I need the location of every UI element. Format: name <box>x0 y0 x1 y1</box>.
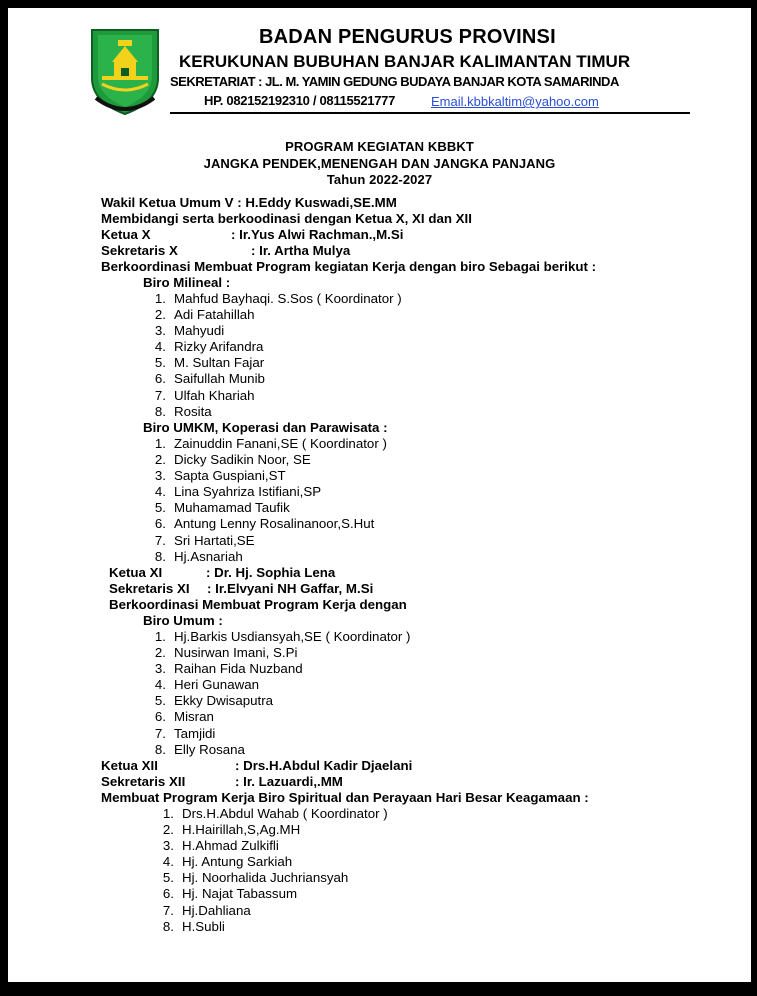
sekretaris-xii-label: Sekretaris XII <box>101 774 186 789</box>
ketua-x-label: Ketua X <box>101 227 151 242</box>
list-item: 2. Adi Fatahillah <box>154 307 255 323</box>
sekretaris-x-line <box>101 243 350 259</box>
email-link[interactable]: Email.kbbkaltim@yahoo.com <box>431 94 599 109</box>
ketua-xii-line <box>101 758 412 774</box>
list-item: 4. Hj. Antung Sarkiah <box>162 854 293 870</box>
ketua-xi-label: Ketua XI <box>109 565 163 580</box>
list-item: 8. H.Subli <box>162 918 225 934</box>
koordinasi-line: Berkoordinasi Membuat Program kegiatan Kerja dengan biro Sebagai berikut : <box>101 259 597 274</box>
biro-umkm-list <box>144 436 387 565</box>
document-subtitle: JANGKA PENDEK,MENENGAH DAN JANGKA PANJANG <box>203 156 556 171</box>
secretariat-address: SEKRETARIAT : JL. M. YAMIN GEDUNG BUDAYA BANJAR KOTA SAMARINDA <box>170 74 619 89</box>
biro-milineal-title: Biro Milineal : <box>143 275 231 290</box>
biro-milineal-list <box>144 291 402 420</box>
sekretaris-xi-line <box>109 581 373 597</box>
kbbkt-emblem-logo <box>88 26 162 116</box>
sekretaris-xi-value: : Ir.Elvyani NH Gaffar, M.Si <box>207 581 374 596</box>
sekretaris-x-label: Sekretaris X <box>101 243 178 258</box>
ketua-xii-value: : Drs.H.Abdul Kadir Djaelani <box>235 758 413 773</box>
biro-umum-list <box>144 629 410 758</box>
document-year: Tahun 2022-2027 <box>326 172 433 187</box>
ketua-xi-line <box>109 565 335 581</box>
document-title: PROGRAM KEGIATAN KBBKT <box>285 139 474 154</box>
list-item: 7. Ulfah Khariah <box>154 387 255 403</box>
biro-umum-title: Biro Umum : <box>143 613 223 628</box>
ketua-x-line <box>101 227 403 243</box>
list-item: 1. Drs.H.Abdul Wahab ( Koordinator ) <box>162 806 388 821</box>
list-item: 8. Elly Rosana <box>154 741 245 757</box>
wakil-ketua-line: Wakil Ketua Umum V : H.Eddy Kuswadi,SE.MM <box>101 195 397 210</box>
list-item: 8. Rosita <box>154 403 212 419</box>
list-item: 1. Mahfud Bayhaqi. S.Sos ( Koordinator ) <box>154 291 402 306</box>
list-item: 5. Muhamamad Taufik <box>154 500 290 516</box>
list-item: 5. Hj. Noorhalida Juchriansyah <box>162 870 349 886</box>
org-title: BADAN PENGURUS PROVINSI <box>259 26 556 48</box>
list-item: 1. Zainuddin Fanani,SE ( Koordinator ) <box>154 436 387 451</box>
list-item: 7. Sri Hartati,SE <box>154 532 255 548</box>
document-page <box>8 8 751 982</box>
koordinasi-xi-line: Berkoordinasi Membuat Program Kerja dengan <box>109 597 407 612</box>
program-spiritual-line: Membuat Program Kerja Biro Spiritual dan Perayaan Hari Besar Keagamaan : <box>101 790 589 805</box>
ketua-x-value: : Ir.Yus Alwi Rachman.,M.Si <box>231 227 404 242</box>
list-item: 3. H.Ahmad Zulkifli <box>162 838 279 854</box>
list-item: 4. Heri Gunawan <box>154 677 259 693</box>
list-item: 3. Sapta Guspiani,ST <box>154 468 286 484</box>
list-item: 2. H.Hairillah,S,Ag.MH <box>162 822 301 838</box>
list-item: 7. Tamjidi <box>154 725 216 741</box>
list-item: 6. Antung Lenny Rosalinanoor,S.Hut <box>154 516 375 532</box>
list-item: 3. Raihan Fida Nuzband <box>154 661 303 677</box>
sekretaris-x-value: : Ir. Artha Mulya <box>251 243 351 258</box>
header-divider <box>170 112 690 114</box>
list-item: 4. Rizky Arifandra <box>154 339 264 355</box>
sekretaris-xi-label: Sekretaris XI <box>109 581 190 596</box>
sekretaris-xii-line <box>101 774 343 790</box>
ketua-xi-value: : Dr. Hj. Sophia Lena <box>206 565 336 580</box>
sekretaris-xii-value: : Ir. Lazuardi,.MM <box>235 774 343 789</box>
list-item: 5. Ekky Dwisaputra <box>154 693 274 709</box>
biro-spiritual-list <box>152 806 388 935</box>
list-item: 6. Misran <box>154 709 214 725</box>
membidangi-line: Membidangi serta berkoodinasi dengan Ketua X, XI dan XII <box>101 211 472 226</box>
list-item: 3. Mahyudi <box>154 323 225 339</box>
list-item: 7. Hj.Dahliana <box>162 902 251 918</box>
biro-umkm-title: Biro UMKM, Koperasi dan Parawisata : <box>143 420 388 435</box>
phone-number: HP. 082152192310 / 08115521777 <box>204 93 396 108</box>
list-item: 4. Lina Syahriza Istifiani,SP <box>154 484 322 500</box>
ketua-xii-label: Ketua XII <box>101 758 158 773</box>
list-item: 5. M. Sultan Fajar <box>154 355 265 371</box>
list-item: 6. Hj. Najat Tabassum <box>162 886 298 902</box>
list-item: 2. Dicky Sadikin Noor, SE <box>154 452 311 468</box>
list-item: 6. Saifullah Munib <box>154 371 265 387</box>
list-item: 8. Hj.Asnariah <box>154 548 243 564</box>
list-item: 1. Hj.Barkis Usdiansyah,SE ( Koordinator ) <box>154 629 411 644</box>
list-item: 2. Nusirwan Imani, S.Pi <box>154 645 298 661</box>
org-subtitle: KERUKUNAN BUBUHAN BANJAR KALIMANTAN TIMUR <box>179 52 631 71</box>
